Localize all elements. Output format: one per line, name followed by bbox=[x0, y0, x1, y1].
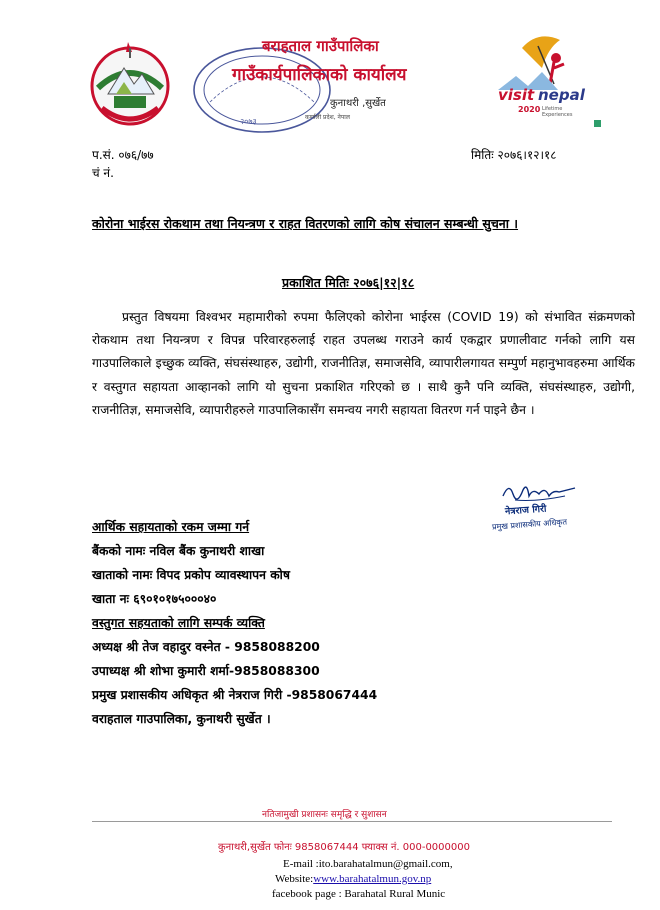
office-address: कुनाथरी ,सुर्खेत bbox=[330, 98, 386, 109]
subject-heading: कोरोना भाईरस रोकथाम तथा नियन्त्रण र राहत वितरणको लागि कोष संचालन सम्बन्धी सुचना । bbox=[92, 216, 519, 231]
signer-name: नेत्रराज गिरी bbox=[504, 503, 547, 518]
svg-text:२०७३: २०७३ bbox=[240, 117, 257, 126]
account-number: खाता नः ६९०१०१७५०००४० bbox=[92, 592, 217, 606]
website-link[interactable]: www.barahatalmun.gov.np bbox=[313, 873, 432, 885]
financial-heading: आर्थिक सहायताको रकम जम्मा गर्न bbox=[92, 520, 250, 534]
letter-date: मितिः २०७६।१२।१८ bbox=[471, 148, 557, 162]
website-label: Website: bbox=[275, 873, 314, 885]
municipality-name: बराहताल गाउँपालिका bbox=[262, 37, 379, 55]
visit-nepal-logo bbox=[498, 28, 606, 133]
svg-text:2020: 2020 bbox=[518, 105, 541, 114]
contact-vice-chair: उपाध्यक्ष श्री शोभा कुमारी शर्मा-9858088300 bbox=[92, 664, 320, 678]
contacts-heading: वस्तुगत सहयताको लागि सम्पर्क व्यक्ति bbox=[92, 616, 265, 630]
reference-number: प.सं. ०७६/७७ bbox=[92, 148, 154, 162]
svg-text:Lifetime: Lifetime bbox=[542, 106, 563, 112]
green-marker bbox=[594, 120, 601, 127]
notice-body: प्रस्तुत विषयमा विश्वभर महामारीको रुपमा फैलिएको कोरोना भाईरस (COVID 19) को संभावित संक्रमणको रोकथाम तथा नियन्त्रण र विपन्न परिवारहरुलाई राहत उपलब्ध गराउने कार्य एकद्वार प्रणालीवाट गर्नको लागि यस गाउपालिकाले इच्छुक व्यक्ति, संघसंस्थाहरु, उद्योगी, राजनीतिज्ञ, समाजसेवि, व्यापारीलगायत सम्पुर्ण महानुभावहरुमा आर्थिक र वस्तुगत सहायता आव्हानको लागि यो सुचना प्रकाशित गरिएको छ । साथै कुनै पनि व्यक्ति, संघसंस्थाहरु, उद्योगी, राजनीतिज्ञ, समाजसेवि, व्यापारीहरुले गाउपालिकासँग समन्वय नगरी सहायता वितरण गर्न पाइने छैन । bbox=[92, 310, 635, 417]
nepal-emblem-icon bbox=[88, 38, 172, 130]
svg-text:visit: visit bbox=[498, 86, 535, 104]
published-date: प्रकाशित मितिः २०७६|१२|१८ bbox=[282, 275, 415, 290]
svg-text:Experiences: Experiences bbox=[542, 112, 573, 118]
footer-email: E-mail :ito.barahatalmun@gmail.com, bbox=[283, 858, 453, 870]
office-location: वराहताल गाउपालिका, कुनाथरी सुर्खेत । bbox=[92, 712, 271, 726]
footer-website bbox=[275, 873, 431, 885]
footer-divider bbox=[92, 821, 612, 822]
signer-title: प्रमुख प्रशासकीय अधिकृत bbox=[491, 517, 568, 532]
footer-phone: कुनाथरी,सुर्खेत फोनः 9858067444 फ्याक्स नं. 000-0000000 bbox=[218, 842, 470, 853]
contact-chair: अध्यक्ष श्री तेज वहादुर वस्नेत - 9858088200 bbox=[92, 640, 320, 654]
bank-name: बैंकको नामः नविल बैंक कुनाथरी शाखा bbox=[92, 544, 265, 558]
office-name: गाउँकार्यपालिकाको कार्यालय bbox=[232, 65, 407, 85]
contact-cao: प्रमुख प्रशासकीय अधिकृत श्री नेत्रराज गिरी -9858067444 bbox=[92, 688, 378, 702]
svg-text:nepal: nepal bbox=[538, 86, 585, 104]
dispatch-number: चं नं. bbox=[92, 166, 114, 180]
province-label: कर्णाली प्रदेश, नेपाल bbox=[305, 114, 350, 121]
account-name: खाताको नामः विपद प्रकोप व्यावस्थापन कोष bbox=[92, 568, 290, 582]
footer-facebook: facebook page : Barahatal Rural Munic bbox=[272, 888, 446, 900]
footer-motto: नतिजामुखी प्रशासनः समृद्धि र सुशासन bbox=[262, 810, 387, 820]
office-seal-stamp bbox=[190, 42, 335, 137]
